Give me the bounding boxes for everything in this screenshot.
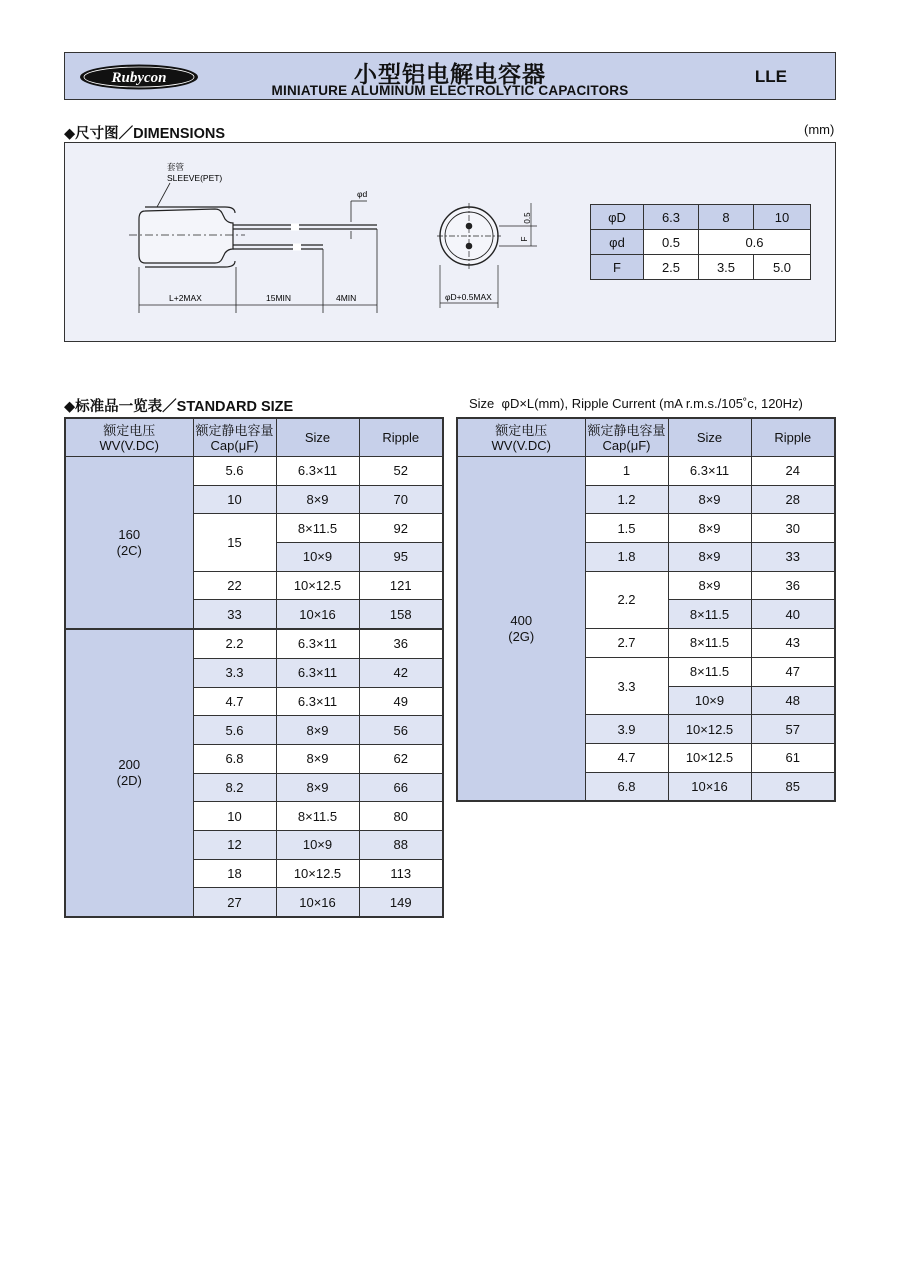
capacitance-cell: 10 [193, 802, 276, 831]
size-cell: 8×9 [276, 773, 359, 802]
lead-diameter-label: φd [357, 189, 368, 199]
size-cell: 10×12.5 [276, 571, 359, 600]
sleeve-label-cn: 套管 [167, 162, 185, 172]
size-cell: 6.3×11 [276, 687, 359, 716]
capacitance-cell: 4.7 [193, 687, 276, 716]
case-diameter-label: φD+0.5MAX [445, 292, 492, 302]
ripple-cell: 42 [359, 658, 443, 687]
size-cell: 8×11.5 [276, 802, 359, 831]
size-cell: 8×9 [276, 716, 359, 745]
unit-label: (mm) [804, 122, 835, 137]
value-cell: 0.5 [644, 230, 699, 255]
column-header-voltage: 额定电压 WV(V.DC) [65, 418, 193, 457]
ripple-cell: 48 [751, 686, 835, 715]
ripple-cell: 57 [751, 715, 835, 744]
column-header-voltage: 额定电压 WV(V.DC) [457, 418, 585, 457]
capacitance-cell: 6.8 [193, 744, 276, 773]
capacitance-cell: 33 [193, 600, 276, 629]
size-cell: 8×11.5 [668, 657, 751, 686]
standard-size-heading: ◆标准品一览表／STANDARD SIZE [64, 399, 294, 415]
ripple-cell: 56 [359, 716, 443, 745]
ripple-cell: 47 [751, 657, 835, 686]
capacitance-cell: 4.7 [585, 743, 668, 772]
column-header-ripple: Ripple [751, 418, 835, 457]
standard-size-note: Size φD×L(mm), Ripple Current (mA r.m.s./105˚c, 120Hz) [469, 396, 803, 411]
capacitance-cell: 22 [193, 571, 276, 600]
size-cell: 10×16 [668, 772, 751, 801]
ripple-cell: 36 [751, 571, 835, 600]
capacitance-cell: 1.2 [585, 485, 668, 514]
ripple-cell: 113 [359, 859, 443, 888]
header-cell: 10 [754, 205, 811, 230]
ripple-cell: 62 [359, 744, 443, 773]
table-row [591, 255, 811, 280]
pitch-gap-label: 0.5 [523, 212, 532, 224]
size-cell: 6.3×11 [276, 629, 359, 658]
size-cell: 8×9 [668, 571, 751, 600]
capacitance-cell: 5.6 [193, 457, 276, 486]
capacitance-cell: 10 [193, 485, 276, 514]
capacitance-cell: 15 [193, 514, 276, 571]
ripple-cell: 80 [359, 802, 443, 831]
size-cell: 10×12.5 [668, 715, 751, 744]
ripple-cell: 40 [751, 600, 835, 629]
ripple-cell: 85 [751, 772, 835, 801]
capacitance-cell: 5.6 [193, 716, 276, 745]
standard-size-table-right [456, 417, 836, 802]
brand-text: Rubycon [111, 70, 167, 86]
capacitance-cell: 1.5 [585, 514, 668, 543]
size-cell: 8×9 [668, 485, 751, 514]
dimensions-heading: ◆尺寸图／DIMENSIONS [64, 126, 225, 142]
lead-length2-label: 4MIN [336, 293, 357, 303]
header-cell: φd [591, 230, 644, 255]
table-row [65, 629, 443, 658]
ripple-cell: 30 [751, 514, 835, 543]
ripple-cell: 66 [359, 773, 443, 802]
capacitance-cell: 1 [585, 457, 668, 486]
voltage-cell: 400 (2G) [457, 457, 585, 802]
ripple-cell: 33 [751, 543, 835, 572]
header-cell: 8 [699, 205, 754, 230]
ripple-cell: 88 [359, 830, 443, 859]
header-cell: 6.3 [644, 205, 699, 230]
size-cell: 6.3×11 [276, 457, 359, 486]
voltage-cell: 200 (2D) [65, 629, 193, 917]
ripple-cell: 52 [359, 457, 443, 486]
standard-size-table-left [64, 417, 444, 918]
size-cell: 8×9 [276, 485, 359, 514]
ripple-cell: 24 [751, 457, 835, 486]
size-cell: 10×9 [276, 830, 359, 859]
table-header-row [65, 418, 443, 457]
table-row [457, 457, 835, 486]
table-header-row [457, 418, 835, 457]
size-cell: 6.3×11 [276, 658, 359, 687]
lead-dimension-table [590, 204, 811, 280]
capacitance-cell: 8.2 [193, 773, 276, 802]
size-cell: 10×9 [668, 686, 751, 715]
capacitance-cell: 3.3 [585, 657, 668, 714]
column-header-ripple: Ripple [359, 418, 443, 457]
title-chinese: 小型铝电解电容器 [354, 61, 546, 87]
size-cell: 8×9 [276, 744, 359, 773]
capacitance-cell: 27 [193, 888, 276, 917]
ripple-cell: 36 [359, 629, 443, 658]
ripple-cell: 95 [359, 543, 443, 572]
size-cell: 6.3×11 [668, 457, 751, 486]
dimension-drawing-panel [64, 142, 836, 342]
size-cell: 8×11.5 [668, 629, 751, 658]
column-header-size: Size [276, 418, 359, 457]
capacitance-cell: 12 [193, 830, 276, 859]
capacitance-cell: 18 [193, 859, 276, 888]
header-banner [64, 52, 836, 100]
size-cell: 8×9 [668, 543, 751, 572]
capacitor-side-view [129, 207, 377, 267]
series-code: LLE [754, 67, 787, 86]
ripple-cell: 70 [359, 485, 443, 514]
size-cell: 10×16 [276, 600, 359, 629]
size-cell: 8×9 [668, 514, 751, 543]
capacitance-cell: 3.9 [585, 715, 668, 744]
table-row [591, 230, 811, 255]
pitch-label: F [520, 236, 529, 242]
body-length-label: L+2MAX [169, 293, 202, 303]
sleeve-label-en: SLEEVE(PET) [167, 173, 223, 183]
ripple-cell: 49 [359, 687, 443, 716]
ripple-cell: 149 [359, 888, 443, 917]
ripple-cell: 28 [751, 485, 835, 514]
table-row [65, 457, 443, 486]
ripple-cell: 121 [359, 571, 443, 600]
column-header-capacitance: 额定静电容量 Cap(μF) [585, 418, 668, 457]
header-cell: F [591, 255, 644, 280]
ripple-cell: 43 [751, 629, 835, 658]
size-cell: 10×9 [276, 543, 359, 572]
capacitance-cell: 6.8 [585, 772, 668, 801]
capacitance-cell: 2.7 [585, 629, 668, 658]
column-header-size: Size [668, 418, 751, 457]
value-cell: 2.5 [644, 255, 699, 280]
ripple-cell: 158 [359, 600, 443, 629]
value-cell: 0.6 [699, 230, 811, 255]
capacitance-cell: 2.2 [193, 629, 276, 658]
capacitance-cell: 3.3 [193, 658, 276, 687]
size-cell: 10×16 [276, 888, 359, 917]
size-cell: 10×12.5 [668, 743, 751, 772]
voltage-cell: 160 (2C) [65, 457, 193, 630]
value-cell: 3.5 [699, 255, 754, 280]
size-cell: 8×11.5 [668, 600, 751, 629]
table-row [591, 205, 811, 230]
size-cell: 10×12.5 [276, 859, 359, 888]
size-cell: 8×11.5 [276, 514, 359, 543]
capacitance-cell: 1.8 [585, 543, 668, 572]
lead-length-label: 15MIN [266, 293, 292, 303]
title-english: MINIATURE ALUMINUM ELECTROLYTIC CAPACITORS [271, 83, 629, 98]
column-header-capacitance: 额定静电容量 Cap(μF) [193, 418, 276, 457]
value-cell: 5.0 [754, 255, 811, 280]
ripple-cell: 92 [359, 514, 443, 543]
capacitance-cell: 2.2 [585, 571, 668, 628]
ripple-cell: 61 [751, 743, 835, 772]
header-cell: φD [591, 205, 644, 230]
